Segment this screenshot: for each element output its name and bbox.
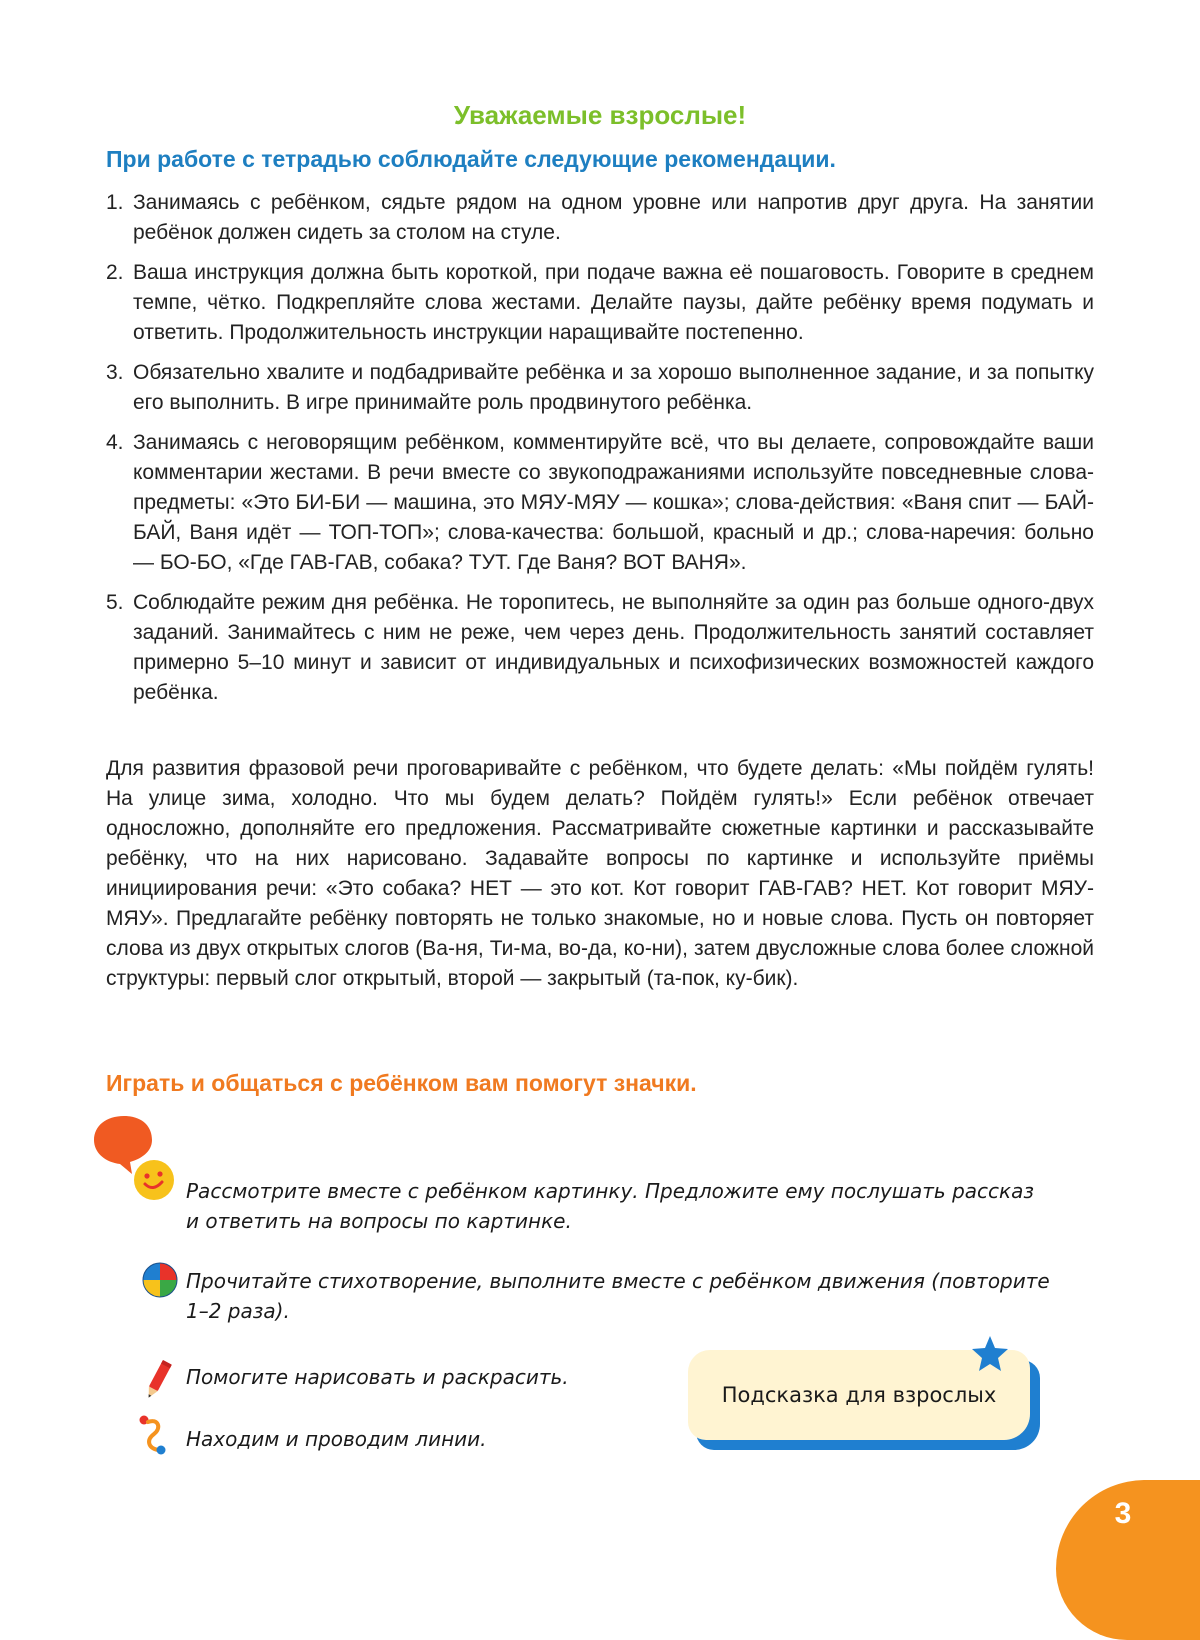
hint-text-lines: Находим и проводим линии. [186,1427,487,1451]
recommendation-item: 5. Соблюдайте режим дня ребёнка. Не торопитесь, не выполняйте за один раз больше одного-двух заданий. Занимайтесь с ним не реже, чем через день. Продолжительность занятий составляет примерно 5–10 минут и зависит от индивидуальных и психофизических возможностей каждого ребёнка. [106,591,1094,704]
recommendation-item: 1. Занимаясь с ребёнком, сядьте рядом на одном уровне или напротив друг друга. На занятии ребёнок должен сидеть за столом на стуле. [106,191,1094,244]
speech-development-paragraph: Для развития фразовой речи проговаривайте с ребёнком, что будете делать: «Мы пойдём гулять! На улице зима, холодно. Что мы будем делать? Пойдём гулять!» Если ребёнок отвечает односложно, дополняйте его предложения. Рассматривайте сюжетные картинки и рассказывайте ребёнку, что на них нарисовано. Задавайте вопросы по картинке и используйте приёмы инициирования речи: «Это собака? НЕТ — это кот. Кот говорит ГАВ-ГАВ? НЕТ. Кот говорит МЯУ-МЯУ». Предлагайте ребёнку повторять не только знакомые, но и новые слова. Пусть он повторяет слова из двух открытых слогов (Ва-ня, Ти-ма, во-да, ко-ни), затем двусложные слова более сложной структуры: первый слог открытый, второй — закрытый (та-пок, ку-бик). [106,757,1094,990]
adult-hint-badge [688,1350,1040,1454]
recommendations-subtitle: При работе с тетрадью соблюдайте следующие рекомендации. [106,146,836,172]
hint-text-poem: Прочитайте стихотворение, выполните вместе с ребёнком движения (повторите 1–2 раза). [186,1269,1050,1323]
speech-bubble-smiley-icon [90,1112,180,1202]
hint-text-draw: Помогите нарисовать и раскрасить. [186,1365,569,1389]
ball-icon [142,1262,178,1298]
recommendation-item: 3. Обязательно хвалите и подбадривайте ребёнка и за хорошо выполненное задание, и за попытку его выполнить. В игре принимайте роль продвинутого ребёнка. [106,361,1094,414]
pencil-icon [142,1358,174,1402]
greeting-heading: Уважаемые взрослые! [453,100,747,130]
recommendation-item: 2. Ваша инструкция должна быть короткой, при подаче важна её пошаговость. Говорите в среднем темпе, чётко. Подкрепляйте слова жестами. Делайте паузы, дайте ребёнку время подумать и ответить. Продолжительность инструкции наращивайте постепенно. [106,261,1094,344]
trace-line-icon [138,1414,168,1456]
badge-label: Подсказка для взрослых [688,1350,1030,1440]
recommendation-item: 4. Занимаясь с неговорящим ребёнком, комментируйте всё, что вы делаете, сопровождайте ваши комментарии жестами. В речи вместе со звукоподражаниями используйте повседневные слова-предметы: «Это БИ-БИ — машина, это МЯУ-МЯУ — кошка»; слова-действия: «Ваня спит — БАЙ-БАЙ, Ваня идёт — ТОП-ТОП»; слова-качества: большой, красный и др.; слова-наречия: больно — БО-БО, «Где ГАВ-ГАВ, собака? ТУТ. Где Ваня? ВОТ ВАНЯ». [106,431,1094,574]
recommendations-list [106,188,1094,718]
hint-text-picture: Рассмотрите вместе с ребёнком картинку. Предложите ему послушать рассказ и ответить на вопросы по картинке. [186,1179,1034,1233]
icons-section-title: Играть и общаться с ребёнком вам помогут значки. [106,1070,697,1096]
star-icon [970,1334,1010,1374]
page-number: 3 [1114,1497,1132,1530]
